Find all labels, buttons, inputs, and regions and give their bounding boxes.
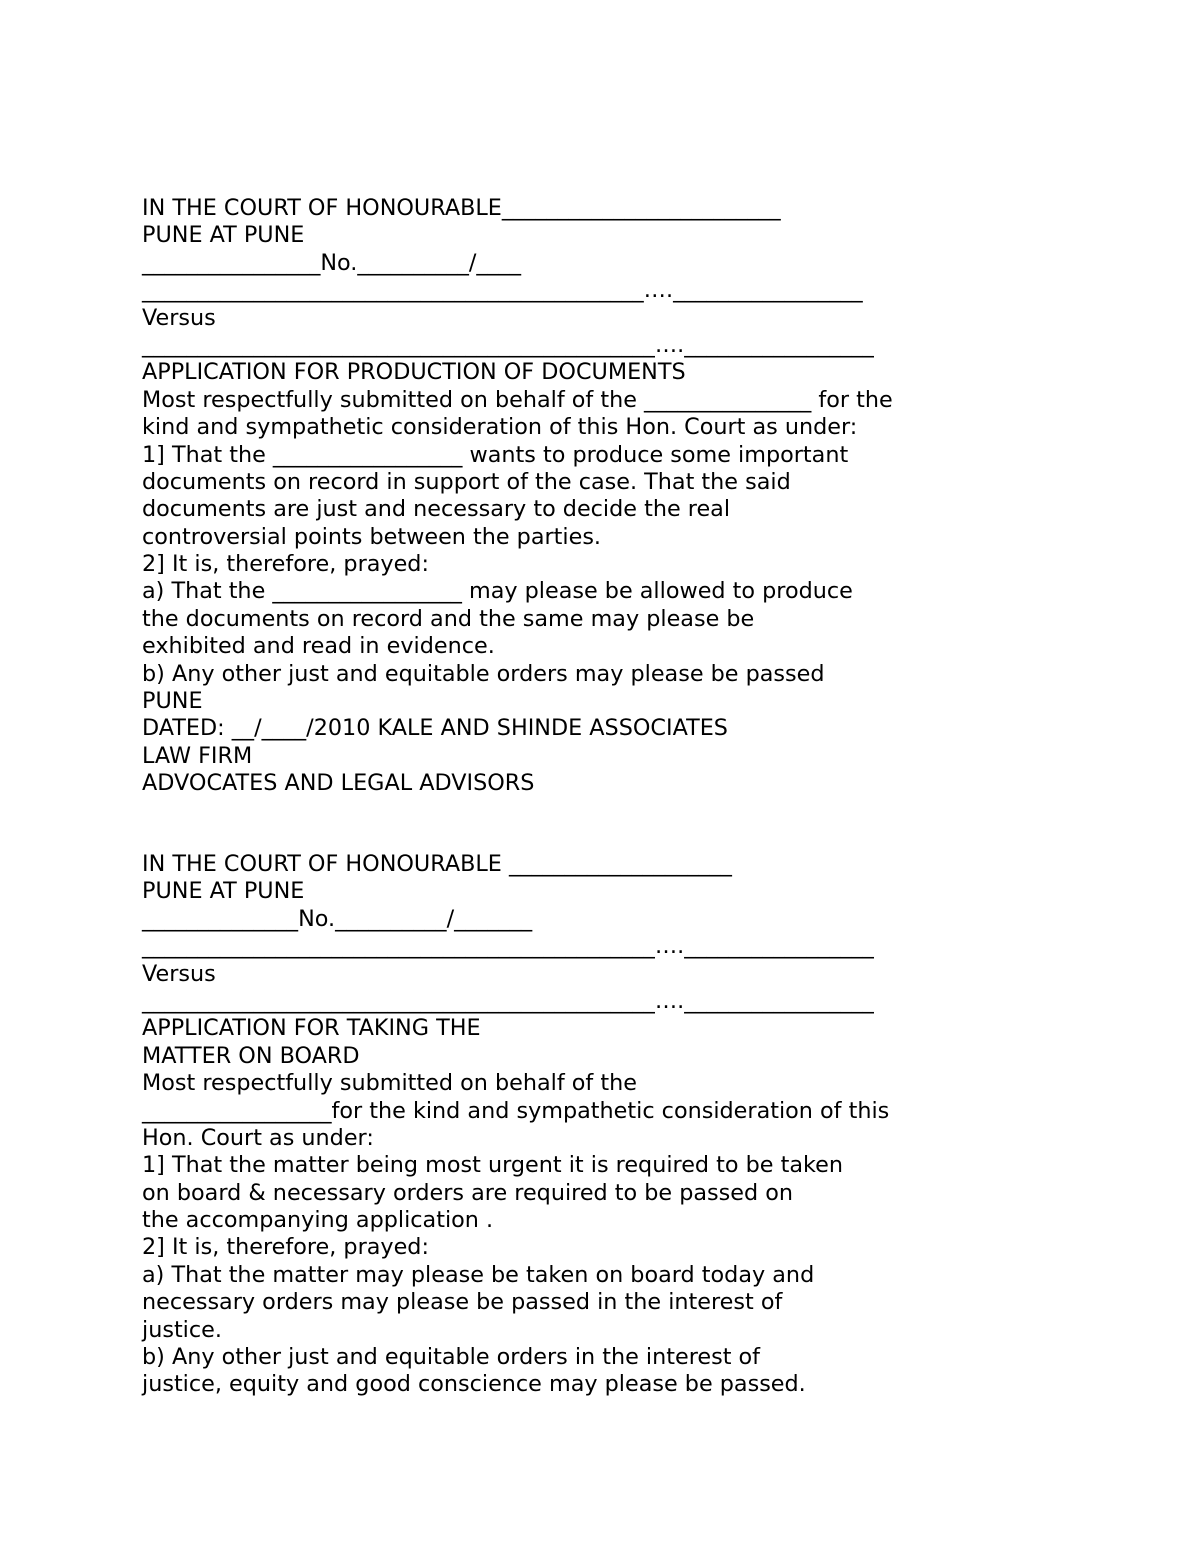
document-text-line: the accompanying application . bbox=[142, 1207, 494, 1234]
document-text-line: documents on record in support of the case. That the said bbox=[142, 468, 791, 495]
document-text-line: ______________________________________________…._________________ bbox=[142, 933, 874, 960]
document-text-line: PUNE AT PUNE bbox=[142, 222, 305, 249]
document-text-line: IN THE COURT OF HONOURABLE ____________________ bbox=[142, 851, 732, 877]
document-text-line: 2] It is, therefore, prayed: bbox=[142, 1234, 429, 1261]
document-text-line: 2] It is, therefore, prayed: bbox=[142, 551, 429, 578]
document-text-line: Most respectfully submitted on behalf of the bbox=[142, 1070, 637, 1097]
application-production-of-documents bbox=[142, 195, 1102, 798]
document-text-line: b) Any other just and equitable orders in the interest of bbox=[142, 1344, 761, 1371]
document-text-line: necessary orders may please be passed in the interest of bbox=[142, 1289, 783, 1316]
document-text-line: APPLICATION FOR TAKING THE bbox=[142, 1015, 481, 1042]
document-text-line: 1] That the _________________ wants to produce some important bbox=[142, 441, 849, 468]
document-text-line: _____________________________________________…._________________ bbox=[142, 277, 863, 304]
document-text-line: _________________for the kind and sympathetic consideration of this bbox=[142, 1097, 890, 1124]
document-text-line: justice, equity and good conscience may please be passed. bbox=[142, 1371, 806, 1398]
document-text-line: Versus bbox=[142, 304, 216, 331]
document-text-line: PUNE bbox=[142, 688, 203, 715]
document-text-line: Versus bbox=[142, 960, 216, 987]
document-text-line: ______________________________________________…._________________ bbox=[142, 987, 874, 1014]
application-taking-matter-on-board bbox=[142, 851, 1102, 1399]
document-text-line: ______________________________________________…._________________ bbox=[142, 331, 874, 358]
document-text-line: ADVOCATES AND LEGAL ADVISORS bbox=[142, 770, 535, 797]
document-text-line: DATED: __/____/2010 KALE AND SHINDE ASSOCIATES bbox=[142, 715, 728, 742]
document-text-line: b) Any other just and equitable orders may please be passed bbox=[142, 660, 825, 687]
document-text-line: documents are just and necessary to decide the real bbox=[142, 496, 731, 523]
document-text-line: justice. bbox=[142, 1316, 222, 1343]
document-text-line: on board & necessary orders are required to be passed on bbox=[142, 1179, 794, 1206]
document-text-line: controversial points between the parties. bbox=[142, 523, 602, 550]
document-text-line: LAW FIRM bbox=[142, 742, 253, 769]
document-text-line: a) That the _________________ may please be allowed to produce bbox=[142, 578, 853, 605]
document-text-line: 1] That the matter being most urgent it is required to be taken bbox=[142, 1152, 843, 1179]
document-text-line: exhibited and read in evidence. bbox=[142, 633, 495, 660]
document-text-line: Hon. Court as under: bbox=[142, 1124, 374, 1151]
document-text-line: Most respectfully submitted on behalf of the _______________ for the bbox=[142, 386, 893, 413]
document-text-line: IN THE COURT OF HONOURABLE_________________________ bbox=[142, 195, 781, 221]
document-text-line: APPLICATION FOR PRODUCTION OF DOCUMENTS bbox=[142, 359, 686, 386]
document-text-line: kind and sympathetic consideration of this Hon. Court as under: bbox=[142, 414, 858, 441]
document-text-line: a) That the matter may please be taken on board today and bbox=[142, 1261, 815, 1288]
document-text-line: MATTER ON BOARD bbox=[142, 1042, 360, 1069]
document-text-line: ______________No.__________/_______ bbox=[142, 905, 533, 932]
document-text-line: ________________No.__________/____ bbox=[142, 249, 521, 276]
document-text-line: the documents on record and the same may please be bbox=[142, 605, 755, 632]
document-text-line: PUNE AT PUNE bbox=[142, 878, 305, 905]
